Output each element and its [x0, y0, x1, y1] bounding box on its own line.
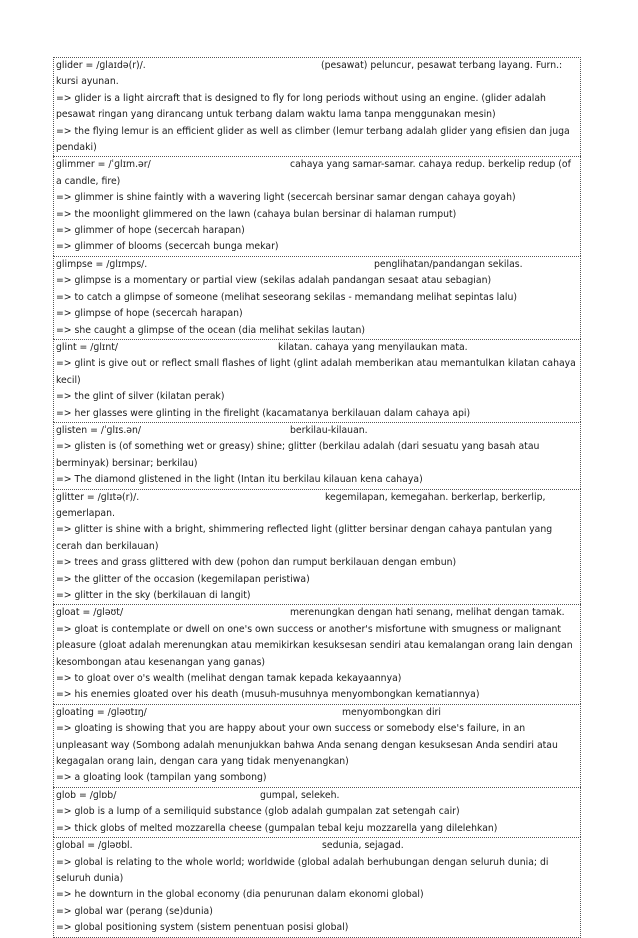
headword: gloat = /ɡləʊt/ [56, 607, 124, 619]
translation: cahaya yang samar-samar. cahaya redup. berkelip redup (of [290, 159, 571, 171]
translation: sedunia, sejagad. [322, 840, 404, 852]
dictionary-page [53, 57, 581, 938]
example-line: => glint is give out or reflect small flashes of light (glint adalah memberikan atau memantulkan kilatan cahaya kecil) [56, 358, 576, 386]
example-line: => global is relating to the whole world; worldwide (global adalah berhubungan dengan seluruh dunia; di seluruh dunia) [56, 856, 549, 884]
translation-continuation: a candle, fire) [56, 175, 121, 187]
entry-header [56, 423, 578, 439]
example-line: => The diamond glistened in the light (Intan itu berkilau kilauan kena cahaya) [56, 474, 423, 486]
example-line: => glimpse of hope (secercah harapan) [56, 308, 243, 320]
dictionary-entry [53, 704, 581, 787]
entry-header [56, 257, 578, 273]
headword: gloating = /ɡləʊtɪŋ/ [56, 706, 147, 718]
example-line: => glimmer is shine faintly with a wavering light (secercah bersinar samar dengan cahaya goyah) [56, 192, 516, 204]
example-line: => glitter in the sky (berkilauan di langit) [56, 590, 251, 601]
dictionary-entry [53, 256, 581, 339]
example-line: => glider is a light aircraft that is designed to fly for long periods without using an engine. (glider adalah pesawat ringan yang dirancang untuk terbang dalam waktu lama tanpa menggunakan mesin) [56, 92, 546, 121]
example-line: => she caught a glimpse of the ocean (dia melihat sekilas lautan) [56, 324, 365, 336]
translation: berkilau-kilauan. [290, 424, 368, 436]
example-line: => glob is a lump of a semiliquid substance (glob adalah gumpalan zat setengah cair) [56, 806, 460, 818]
translation: (pesawat) peluncur, pesawat terbang layang. Furn.: [321, 60, 563, 71]
dictionary-entry [53, 339, 581, 422]
example-line: => the moonlight glimmered on the lawn (cahaya bulan bersinar di halaman rumput) [56, 208, 457, 220]
example-line: => thick globs of melted mozzarella cheese (gumpalan tebal keju mozzarella yang dilelehkan) [56, 822, 498, 834]
entry-header [56, 838, 578, 854]
example-line: => the flying lemur is an efficient glider as well as climber (lemur terbang adalah glider yang efisien dan juga pendaki) [56, 125, 570, 154]
dictionary-entry [53, 57, 581, 156]
dictionary-entry [53, 489, 581, 605]
example-line: => a gloating look (tampilan yang sombong) [56, 772, 267, 784]
example-line: => the glint of silver (kilatan perak) [56, 391, 225, 403]
entry-header [56, 788, 578, 804]
example-line: => glitter is shine with a bright, shimmering reflected light (glitter bersinar dengan cahaya pantulan yang cerah dan berkilauan) [56, 524, 553, 552]
example-line: => the glitter of the occasion (kegemilapan peristiwa) [56, 573, 310, 585]
dictionary-entry [53, 837, 581, 937]
example-line: => he downturn in the global economy (dia penurunan dalam ekonomi global) [56, 889, 424, 901]
translation: menyombongkan diri [342, 706, 441, 718]
example-line: => to catch a glimpse of someone (melihat seseorang sekilas - memandang melihat sepintas lalu) [56, 291, 518, 303]
translation-continuation: kursi ayunan. [56, 76, 119, 88]
headword: glimmer = /ˈɡlɪm.ər/ [56, 159, 151, 171]
translation: merenungkan dengan hati senang, melihat dengan tamak. [290, 607, 565, 619]
example-line: => gloating is showing that you are happy about your own success or somebody else's failure, in an unpleasant way (Sombong adalah menunjukkan bahwa Anda senang dengan kesuksesan Anda sendiri atau kegagalan orang lain, dengan cara yang tidak menyenangkan) [56, 723, 558, 768]
entry-header [56, 157, 578, 173]
entry-header [56, 705, 578, 721]
translation: gumpal, selekeh. [260, 789, 340, 801]
dictionary-entry [53, 422, 581, 489]
dictionary-entry [53, 604, 581, 703]
headword: glider = /ɡlaɪdə(r)/. [56, 60, 146, 71]
entry-header [56, 340, 578, 356]
example-line: => his enemies gloated over his death (musuh-musuhnya menyombongkan kematiannya) [56, 689, 480, 701]
entry-header [56, 605, 578, 621]
example-line: => to gloat over o's wealth (melihat dengan tamak kepada kekayaannya) [56, 673, 402, 685]
headword: glob = /ɡlɒb/ [56, 789, 117, 801]
translation-continuation: gemerlapan. [56, 507, 115, 519]
headword: global = /ɡləʊbl. [56, 840, 133, 852]
headword: glimpse = /ɡlɪmps/. [56, 258, 148, 270]
entry-header [56, 58, 578, 74]
headword: glisten = /ˈɡlɪs.ən/ [56, 424, 142, 436]
dictionary-entry [53, 156, 581, 255]
example-line: => global positioning system (sistem penentuan posisi global) [56, 922, 349, 934]
example-line: => glimpse is a momentary or partial view (sekilas adalah pandangan sesaat atau sebagian) [56, 275, 492, 287]
example-line: => her glasses were glinting in the firelight (kacamatanya berkilauan dalam cahaya api) [56, 407, 471, 419]
headword: glint = /ɡlɪnt/ [56, 341, 119, 353]
headword: glitter = /ɡlɪtə(r)/. [56, 491, 140, 503]
translation: penglihatan/pandangan sekilas. [374, 258, 523, 270]
example-line: => gloat is contemplate or dwell on one's own success or another's misfortune with smugness or malignant pleasure (gloat adalah merenungkan atau memikirkan kesuksesan sendiri atau kemalangan orang lain dengan kesombongan atau kesenangan yang ganas) [56, 623, 573, 668]
example-line: => trees and grass glittered with dew (pohon dan rumput berkilauan dengan embun) [56, 557, 457, 569]
dictionary-entry [53, 787, 581, 837]
example-line: => glimmer of blooms (secercah bunga mekar) [56, 241, 279, 253]
example-line: => global war (perang (se)dunia) [56, 905, 213, 917]
example-line: => glimmer of hope (secercah harapan) [56, 225, 245, 237]
translation: kilatan. cahaya yang menyilaukan mata. [278, 341, 468, 353]
example-line: => glisten is (of something wet or greasy) shine; glitter (berkilau adalah (dari sesuatu yang basah atau berminyak) bersinar; berkilau) [56, 441, 540, 469]
translation: kegemilapan, kemegahan. berkerlap, berkerlip, [325, 491, 546, 503]
entry-header [56, 490, 578, 506]
